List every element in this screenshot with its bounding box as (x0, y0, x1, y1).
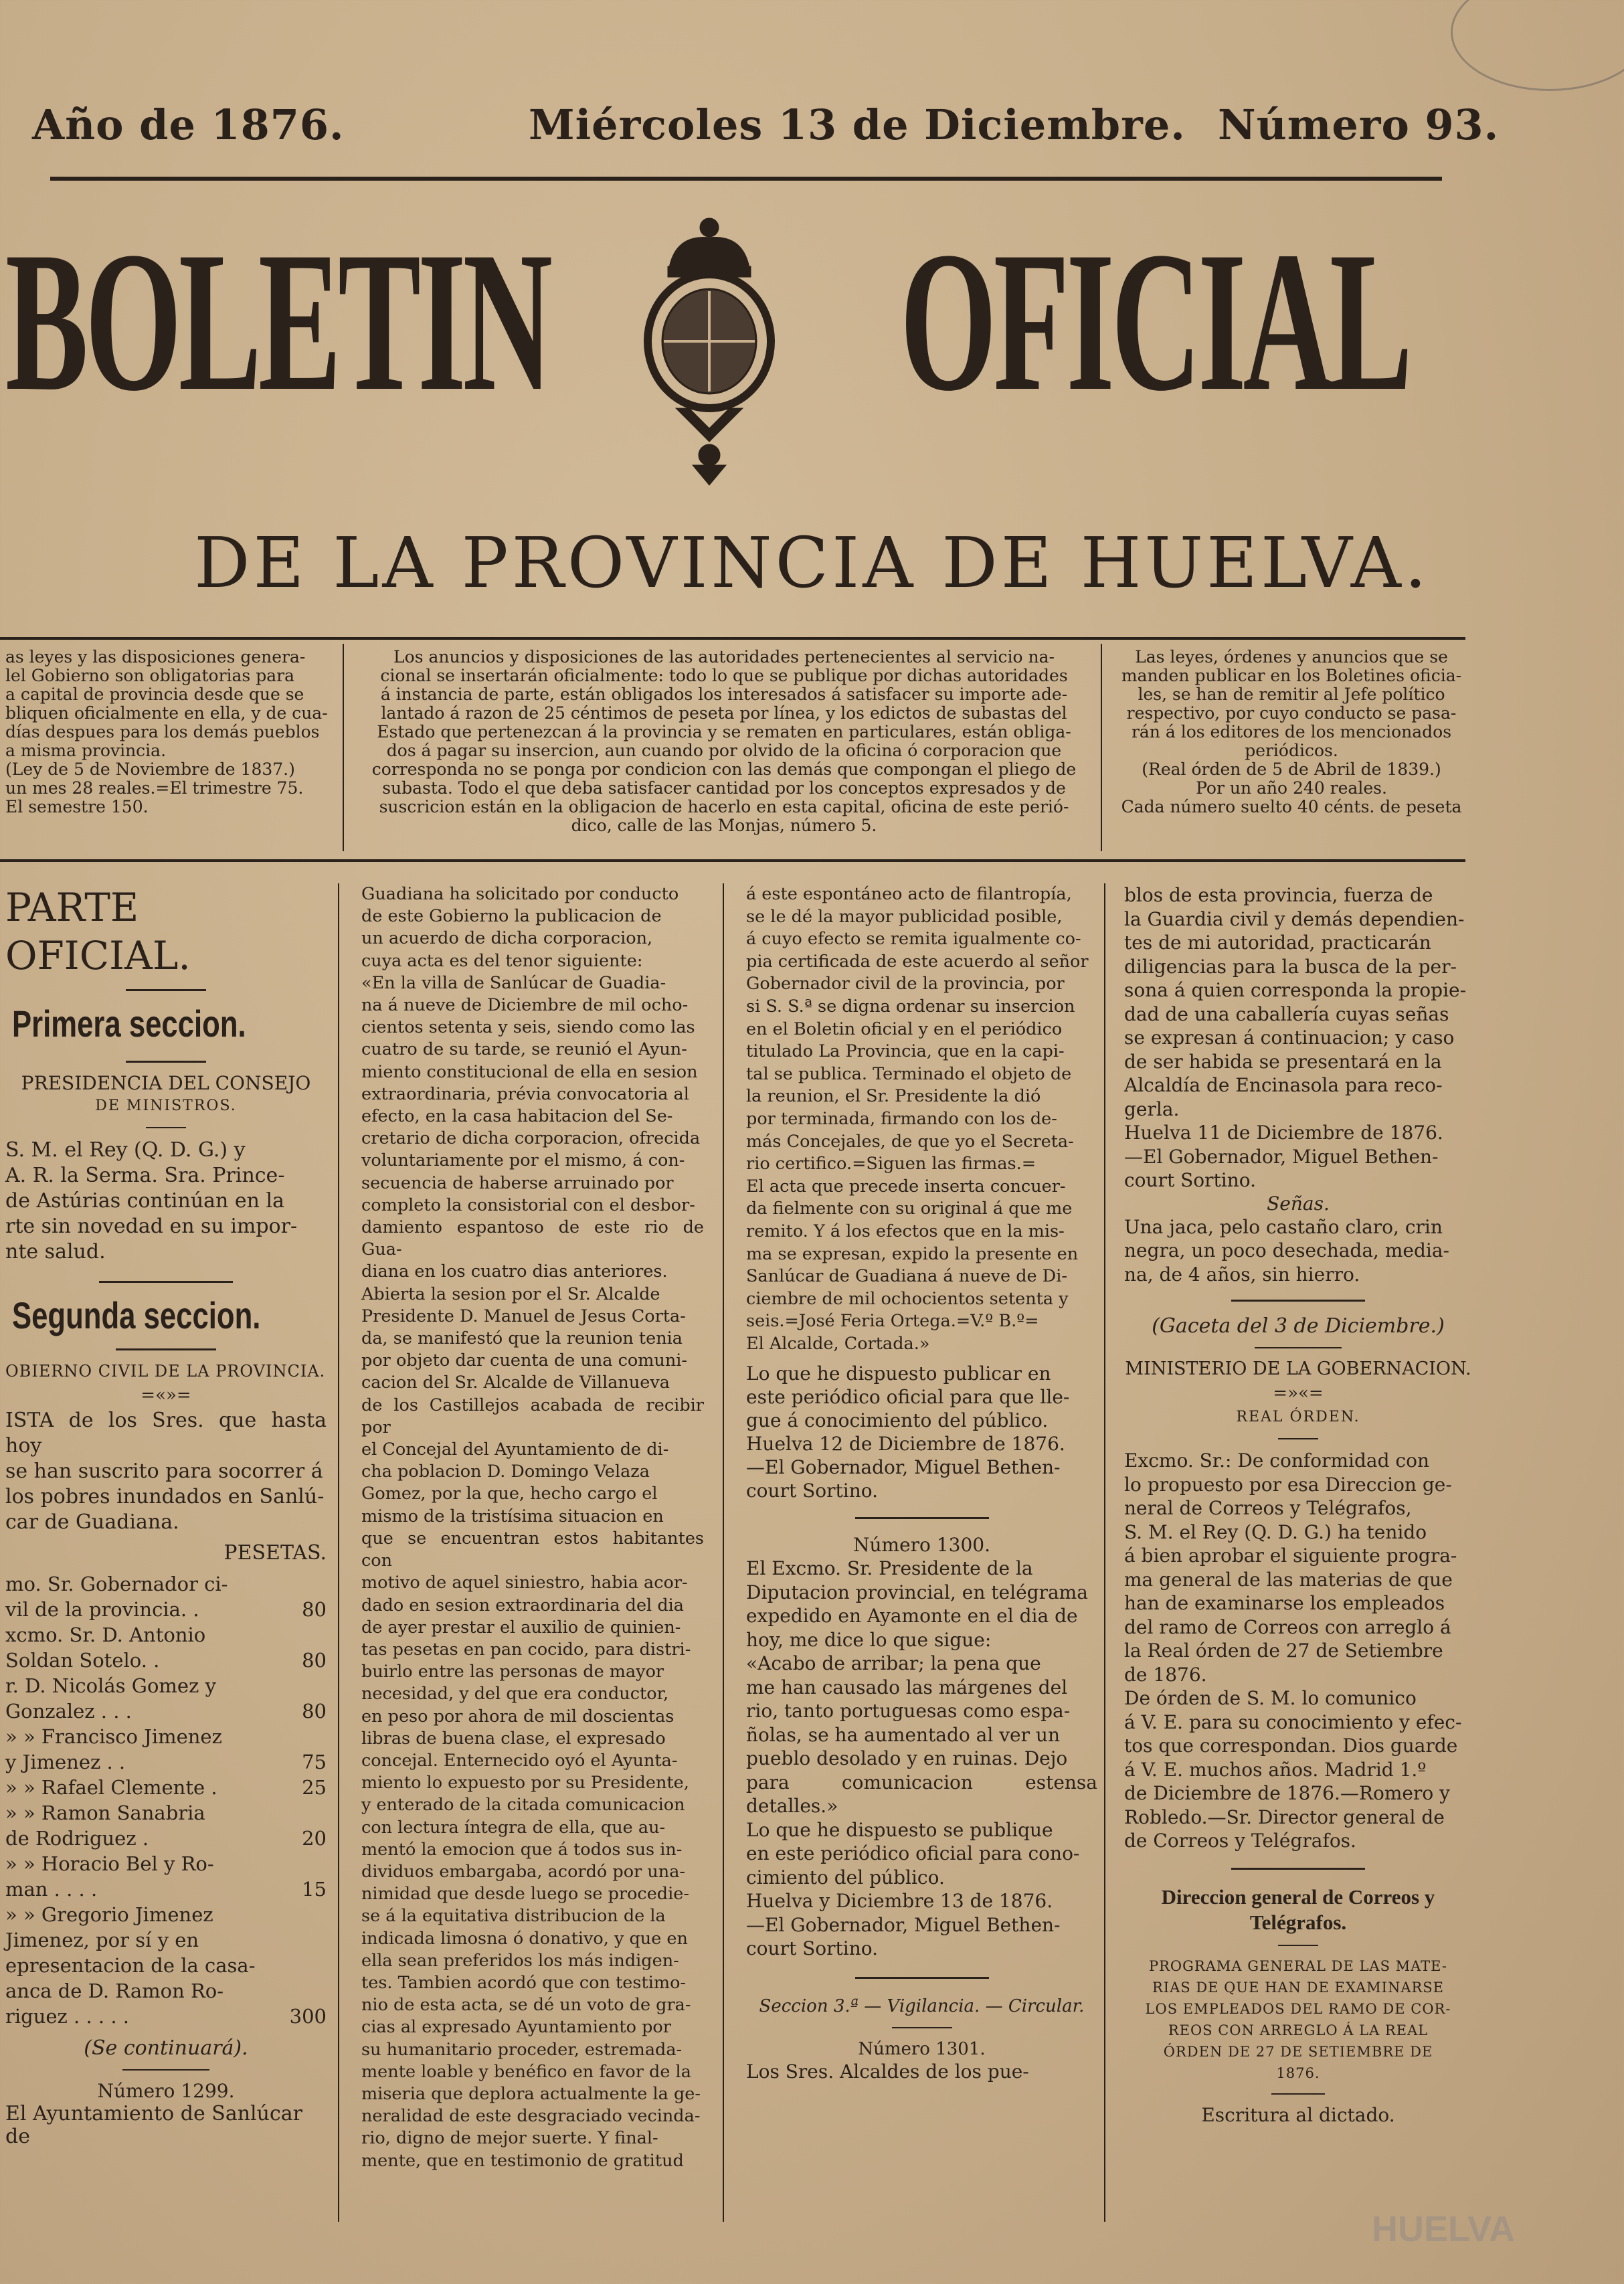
masthead-rule (50, 177, 1442, 181)
senas-text: Una jaca, pelo castaño claro, crin negra, un poco desechada, media- na, de 4 años, sin hierro. (1124, 1215, 1450, 1286)
acta-continuation: á este espontáneo acto de filantropía, se le dé la mayor publicidad posible, á cuyo efecto se remita igualmente co- pia certificada de este acuerdo al señor Gobernador civil de la provincia, por si S. S.ª se digna ordenar su insercion en el Boletin oficial y en el periódico titulado La Provincia, que en la capi- tal se publica. Terminado el objeto de la reunion, el Sr. Presidente la dió por terminada, firmando con los de- más Concejales, de que yo el Secreta- rio certifico.=Siguen las firmas.= El acta que precede inserta concuer- da fielmente con su original á que me remito. Y á los efectos que en la mis- ma se expresan, expido la presente en Sanlúcar de Guadiana á nueve de Di- ciembre de mil ochocientos setenta y seis.=José Feria Ortega.=V.º B.º= El Alcalde, Cortada.» (746, 884, 1089, 1354)
subscriber-amount: 15 (302, 1878, 327, 1901)
divider (1231, 1300, 1365, 1302)
header-top-rule (0, 637, 1465, 640)
subscriber-amount: 20 (302, 1827, 327, 1850)
caballeria-notice: blos de esta provincia, fuerza de la Guardia civil y demás dependien- tes de mi autoridad, practicarán diligencias para la busca de la per- sona á quien corresponda la propie- dad de una caballería cuyas señas se expresan á continuacion; y caso de ser habida se presentará en la Alcaldía de Encinasola para reco- gerla. Huelva 11 de Diciembre de 1876. —El Gobernador, Miguel Bethen- court Sortino. (1124, 884, 1467, 1191)
seccion-vigilancia: Seccion 3.ª — Vigilancia. — Circular. (759, 1996, 1085, 2016)
subscriber-amount: 80 (302, 1700, 327, 1723)
pesetas-header: PESETAS. (223, 1541, 327, 1565)
divider (855, 1517, 989, 1519)
column-1 (5, 883, 327, 2148)
subscriber-name: » » Francisco Jimenez y Jimenez . . (5, 1725, 222, 1773)
royal-crest-icon (629, 207, 790, 489)
subscriber-row (5, 1851, 327, 1902)
header-note-left: as leyes y las disposiciones genera- lel Gobierno son obligatorias para a capital de provincia desde que se bliquen oficialmente en ella, y de cua- días despues para los demás pueblos a misma provincia. (Ley de 5 de Noviembre de 1837.) un mes 28 reales.=El trimestre 75. El semestre 150. (5, 647, 328, 816)
publication-notice: Lo que he dispuesto publicar en este periódico oficial para que lle- gue á conocimiento del público. Huelva 12 de Diciembre de 1876. —El Gobernador, Miguel Bethen- court Sortino. (746, 1363, 1070, 1502)
ministros-heading: DE MINISTROS. (95, 1097, 237, 1114)
column-3 (746, 883, 1097, 2083)
real-orden-text: Excmo. Sr.: De conformidad con lo propuesto por esa Direccion ge- neral de Correos y Telégrafos, S. M. el Rey (Q. D. G.) ha tenido á bien aprobar el siguiente progra- ma general de las materias de que han de examinarse los empleados del ramo de Correos con arreglo á la Real órden de 27 de Setiembre de 1876. De órden de S. M. lo comunico á V. E. para su conocimiento y efec- tos que correspondan. Dios guarde á V. E. muchos años. Madrid 1.º de Diciembre de 1876.—Romero y Robledo.—Sr. Director general de de Correos y Telégrafos. (1124, 1450, 1462, 1852)
column-4 (1124, 883, 1472, 2127)
subscriber-amount: 300 (289, 2005, 327, 2028)
real-orden-heading: REAL ÓRDEN. (1236, 1409, 1360, 1425)
divider (1278, 1945, 1318, 1946)
column-divider-3 (1104, 883, 1105, 2222)
column-divider-1 (338, 883, 339, 2222)
subscriber-row (5, 1622, 327, 1673)
continuara-note: (Se continuará). (84, 2036, 248, 2060)
subscriber-row (5, 1902, 327, 2029)
subscriber-row (5, 1673, 327, 1724)
telegram-text: El Excmo. Sr. Presidente de la Diputacion provincial, en telégrama expedido en Ayamonte en el dia de hoy, me dice lo que sigue: «Acabo de arribar; la pena que me han causado las márgenes del rio, tanto portuguesas como espa- ñolas, se ha aumentado al ver un pueblo desolado y en ruinas. Dejo para comunicacion estensa detalles.» Lo que he dispuesto se publique en este periódico oficial para cono- cimiento del público. Huelva y Diciembre 13 de 1876. —El Gobernador, Miguel Bethen- court Sortino. (746, 1557, 1097, 1960)
ministerio-heading: MINISTERIO DE LA GOBERNACION. (1125, 1358, 1471, 1379)
subscriber-name: » » Horacio Bel y Ro- man . . . . (5, 1852, 214, 1901)
issue-date: Miércoles 13 de Diciembre. (529, 100, 1186, 149)
subscriber-row (5, 1775, 327, 1800)
segunda-seccion-heading: Segunda seccion. (12, 1294, 261, 1336)
divider (1231, 1868, 1365, 1870)
acta-text: Guadiana ha solicitado por conducto de este Gobierno la publicacion de un acuerdo de dicha corporacion, cuya acta es del tenor siguiente: «En la villa de Sanlúcar de Guadia- na á nueve de Diciembre de mil ocho- cientos setenta y seis, siendo como las cuatro de su tarde, se reunió el Ayun- miento constitucional de ella en sesion extraordinaria, prévia convocatoria al efecto, en la casa habitacion del Se- cretario de dicha corporacion, ofrecida voluntariamente por el mismo, á con- secuencia de haberse arruinado por completo la consistorial con el desbor- damiento espantoso de este rio de Gua- diana en los cuatro dias anteriores. Abierta la sesion por el Sr. Alcalde Presidente D. Manuel de Jesus Corta- da, se manifestó que la reunion tenia por objeto dar cuenta de una comuni- cacion del Sr. Alcalde de Villanueva de los Castillejos acabada de recibir por el Concejal del Ayuntamiento de di- cha poblacion D. Domingo Velaza Gomez, por la que, hecho cargo el mismo de la tristísima situacion en que se encuentran estos habitantes con motivo de aquel siniestro, habia acor- dado en sesion extraordinaria del dia de ayer prestar el auxilio de quinien- tas pesetas en pan cocido, para distri- buirlo entre las personas de mayor necesidad, y del que era conductor, en peso por ahora de mil doscientas libras de buena clase, el expresado concejal. Enternecido oyó el Ayunta- miento lo expuesto por su Presidente, y enterado de la citada comunicacion con lectura íntegra de ella, que au- mentó la emocion que á todos sus in- dividuos embargaba, acordó por una- nimidad que desde luego se procedie- se á la equitativa distribucion de la indicada limosna ó donativo, y que en ella sean preferidos los más indigen- tes. Tambien acordó que con testimo- nio de esta acta, se dé un voto de gra- cias al expresado Ayuntamiento por su humanitario proceder, estremada- mente loable y benéfico en favor de la miseria que deplora actualmente la ge- neralidad de este desgraciado vecinda- rio, digno de mejor suerte. Y final- mente, que en testimonio de gratitud (361, 884, 704, 2171)
escritura-heading: Escritura al dictado. (1201, 2103, 1395, 2126)
title-left: BOLETIN (5, 210, 549, 432)
header-note-center: Los anuncios y disposiciones de las autoridades pertenecientes al servicio na- cional se insertarán oficialmente: todo lo que se publique por dichas autoridades á instancia de parte, están obligados los interesados á satisfacer su importe ade- lantado á razon de 25 céntimos de peseta por línea, y los edictos de subastas del Estado que pertenezcan á la provincia y se rematen en particulares, están obliga- dos á pagar su insercion, aun cuando por olvido de la oficina ó corporacion que corresponda no se ponga por condicion con las demás que compongan el pliego de subasta. Todo el que deba satisfacer cantidad por los conceptos expresados y de suscricion están en la obligacion de hacerlo en esta capital, oficina de este perió- dico, calle de las Monjas, número 5. (371, 647, 1077, 835)
subscriber-name: » » Ramon Sanabria de Rodriguez . (5, 1802, 205, 1850)
divider (892, 2027, 952, 2028)
header-bottom-rule (0, 859, 1465, 862)
header-divider-1 (343, 644, 344, 851)
subscriber-name: r. D. Nicolás Gomez y Gonzalez . . . (5, 1674, 216, 1723)
number-1300: Número 1300. (853, 1534, 990, 1557)
ornament: =»«= (1273, 1383, 1324, 1403)
header-divider-2 (1101, 644, 1102, 851)
subscriber-name: » » Rafael Clemente . (5, 1776, 217, 1799)
library-stamp-icon (1451, 0, 1624, 91)
header-note-right: Las leyes, órdenes y anuncios que se manden publicar en los Boletines oficia- les, se han de remitir al Jefe político respectivo, por cuyo conducto se pasa- rán á los editores de los mencionados periódicos. (Real órden de 5 de Abril de 1839.) Por un año 240 reales. Cada número suelto 40 cénts. de peseta (1121, 647, 1462, 816)
number-1299: Número 1299. (97, 2080, 235, 2102)
primera-seccion-heading: Primera seccion. (12, 1002, 246, 1045)
subscriber-amount: 25 (302, 1776, 327, 1799)
subscriber-row (5, 1800, 327, 1851)
gobierno-civil-heading: OBIERNO CIVIL DE LA PROVINCIA. (5, 1362, 326, 1381)
subscriber-name: xcmo. Sr. D. Antonio Soldan Sotelo. . (5, 1623, 206, 1672)
divider (126, 1061, 206, 1063)
subscriber-row (5, 1571, 327, 1622)
divider (116, 1348, 216, 1350)
subtitle: DE LA PROVINCIA DE HUELVA. (194, 522, 1430, 604)
subscriber-name: » » Gregorio Jimenez Jimenez, por sí y en epresentacion de la casa- anca de D. Ramon Ro- riguez . . . . . (5, 1903, 256, 2028)
divider (855, 1977, 989, 1979)
subscriber-amount: 80 (302, 1649, 327, 1672)
presidencia-heading: PRESIDENCIA DEL CONSEJO (21, 1072, 311, 1094)
huelva-watermark: HUELVA (1372, 2209, 1515, 2249)
subscriber-amount: 75 (302, 1751, 327, 1773)
issue-number: Número 93. (1218, 100, 1500, 149)
divider (126, 989, 206, 991)
column-divider-2 (723, 883, 724, 2222)
direccion-heading: Direccion general de Correos y Telégrafos. (1161, 1884, 1435, 1934)
ornament: =«»= (141, 1385, 191, 1405)
subscriber-name: mo. Sr. Gobernador ci- vil de la provincia. . (5, 1573, 228, 1621)
ayuntamiento-start: El Ayuntamiento de Sanlúcar de (5, 2102, 302, 2148)
number-1301: Número 1301. (858, 2038, 986, 2059)
column-2 (361, 883, 704, 2172)
parte-oficial-heading: PARTE OFICIAL. (5, 885, 191, 978)
divider (146, 1127, 186, 1128)
circular-start: Los Sres. Alcaldes de los pue- (746, 2060, 1029, 2083)
programa-heading: PROGRAMA GENERAL DE LAS MATE- RIAS DE QUE HAN DE EXAMINARSE LOS EMPLEADOS DEL RAMO DE COR- REOS CON ARREGLO Á LA REAL ÓRDEN DE 27 DE SETIEMBRE DE 1876. (1145, 1957, 1451, 2081)
divider (1255, 1347, 1342, 1348)
divider (122, 2069, 209, 2071)
title-right: OFICIAL (900, 210, 1410, 432)
issue-year: Año de 1876. (32, 100, 345, 149)
subscriber-row (5, 1724, 327, 1775)
lista-intro: ISTA de los Sres. que hasta hoy se han suscrito para socorrer á los pobres inundados en Sanlú- car de Guadiana. (5, 1409, 327, 1534)
subscriber-amount: 80 (302, 1598, 327, 1621)
senas-heading: Señas. (1267, 1192, 1330, 1215)
gaceta-note: (Gaceta del 3 de Diciembre.) (1152, 1314, 1445, 1338)
divider (99, 1281, 233, 1283)
subscriber-list (5, 1571, 327, 2029)
divider (1271, 2093, 1325, 2095)
rey-notice: S. M. el Rey (Q. D. G.) y A. R. la Serma. Sra. Prince- de Astúrias continúan en la rte sin novedad en su impor- nte salud. (5, 1138, 298, 1263)
divider (1278, 1438, 1318, 1439)
